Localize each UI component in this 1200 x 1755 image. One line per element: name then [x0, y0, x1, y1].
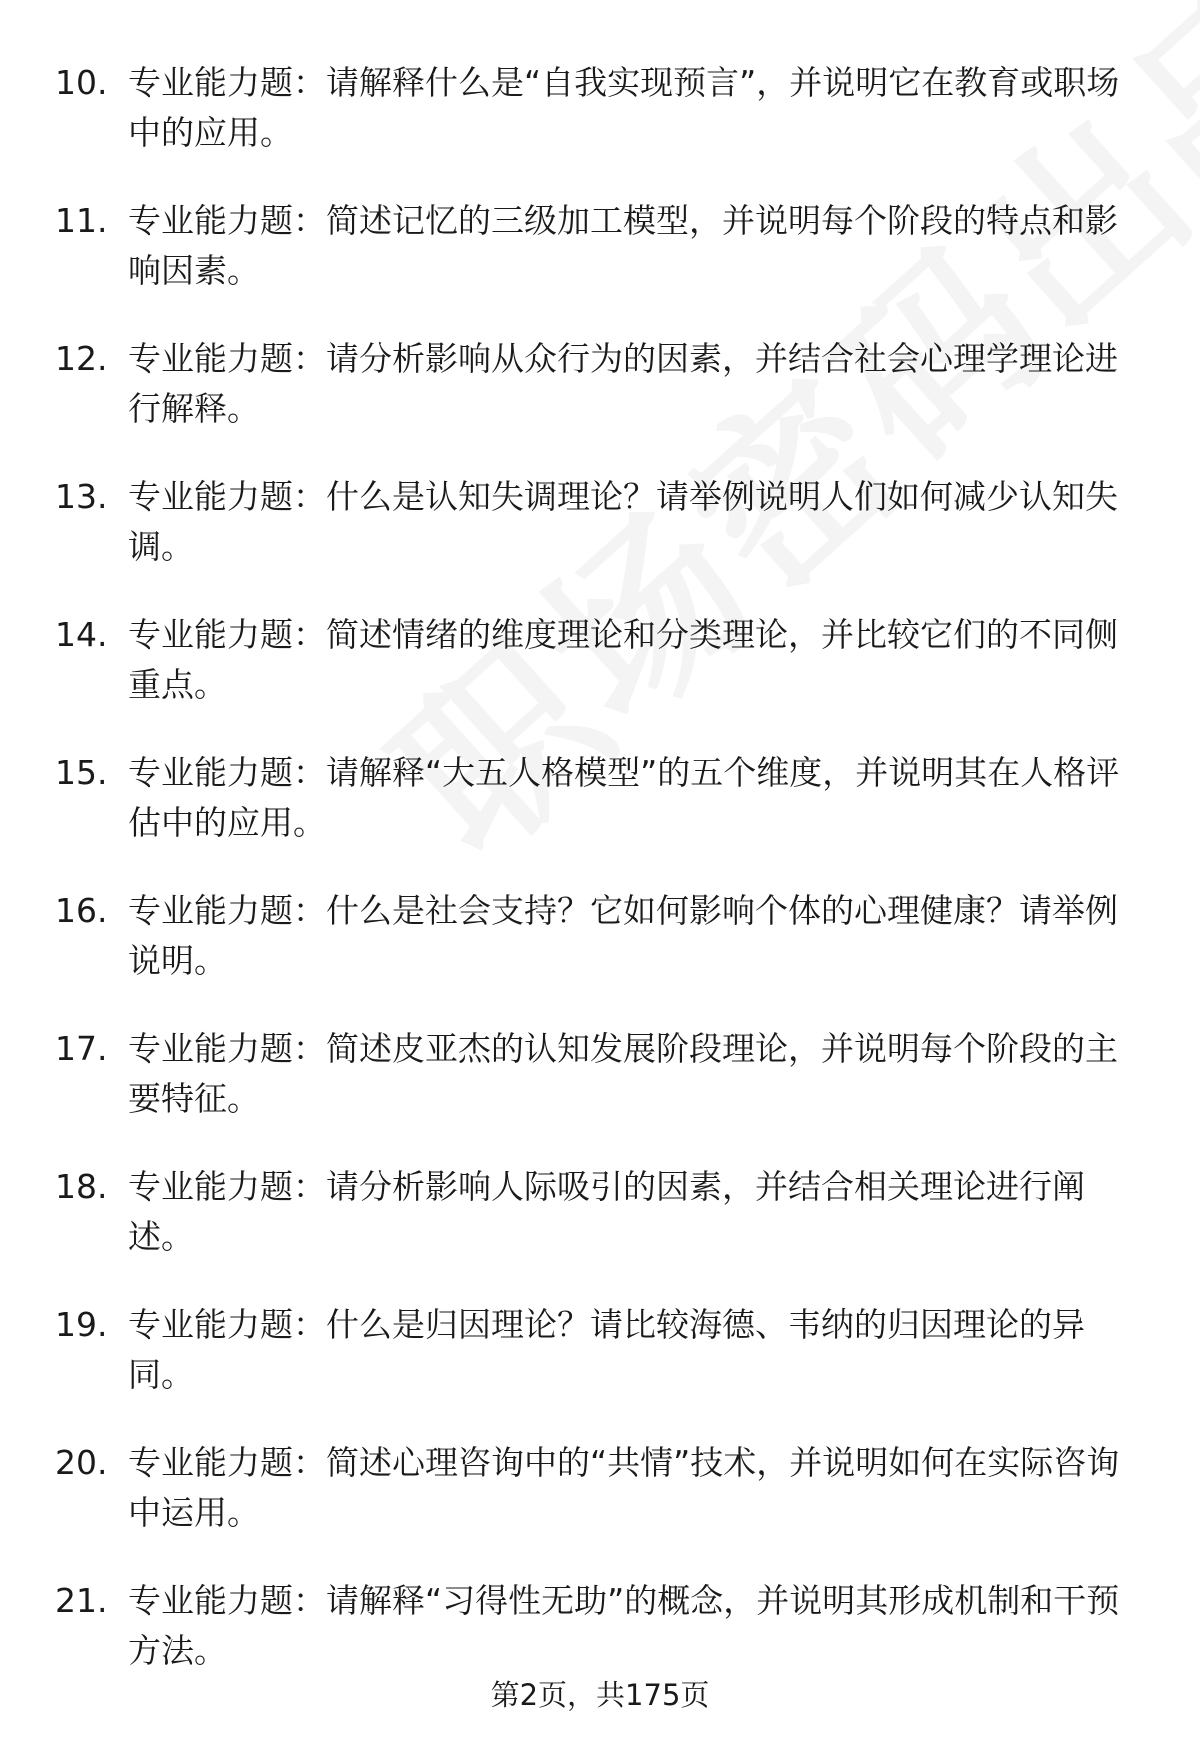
question-text: 专业能力题：什么是社会支持？它如何影响个体的心理健康？请举例说明。	[128, 891, 1118, 980]
question-text: 专业能力题：简述心理咨询中的“共情”技术，并说明如何在实际咨询中运用。	[128, 1443, 1120, 1532]
question-number: 15.	[55, 753, 108, 792]
question-text: 专业能力题：请解释“习得性无助”的概念，并说明其形成机制和干预方法。	[128, 1581, 1120, 1670]
question-item	[0, 610, 1200, 710]
question-number: 13.	[55, 477, 108, 516]
question-number: 17.	[55, 1029, 108, 1068]
question-number: 18.	[55, 1167, 108, 1206]
question-item	[0, 1576, 1200, 1676]
question-number: 21.	[55, 1581, 108, 1620]
question-text: 专业能力题：简述情绪的维度理论和分类理论，并比较它们的不同侧重点。	[128, 615, 1118, 704]
question-text: 专业能力题：简述皮亚杰的认知发展阶段理论，并说明每个阶段的主要特征。	[128, 1029, 1118, 1118]
question-text: 专业能力题：简述记忆的三级加工模型，并说明每个阶段的特点和影响因素。	[128, 201, 1118, 290]
question-item	[0, 1300, 1200, 1400]
question-item	[0, 1024, 1200, 1124]
question-number: 16.	[55, 891, 108, 930]
question-item	[0, 58, 1200, 158]
question-text: 专业能力题：什么是认知失调理论？请举例说明人们如何减少认知失调。	[128, 477, 1118, 566]
question-text: 专业能力题：请解释什么是“自我实现预言”，并说明它在教育或职场中的应用。	[128, 63, 1120, 152]
question-number: 11.	[55, 201, 108, 240]
question-number: 19.	[55, 1305, 108, 1344]
question-number: 12.	[55, 339, 108, 378]
question-item	[0, 1162, 1200, 1262]
question-item	[0, 886, 1200, 986]
question-text: 专业能力题：请分析影响人际吸引的因素，并结合相关理论进行阐述。	[128, 1167, 1085, 1256]
page-number-footer: 第2页，共175页	[490, 1678, 710, 1712]
question-item	[0, 1438, 1200, 1538]
question-text: 专业能力题：什么是归因理论？请比较海德、韦纳的归因理论的异同。	[128, 1305, 1085, 1394]
question-number: 20.	[55, 1443, 108, 1482]
question-text: 专业能力题：请解释“大五人格模型”的五个维度，并说明其在人格评估中的应用。	[128, 753, 1120, 842]
question-item	[0, 196, 1200, 296]
question-text: 专业能力题：请分析影响从众行为的因素，并结合社会心理学理论进行解释。	[128, 339, 1118, 428]
question-item	[0, 334, 1200, 434]
question-item	[0, 472, 1200, 572]
question-list	[0, 58, 1200, 1714]
question-number: 14.	[55, 615, 108, 654]
question-item	[0, 748, 1200, 848]
question-number: 10.	[55, 63, 108, 102]
